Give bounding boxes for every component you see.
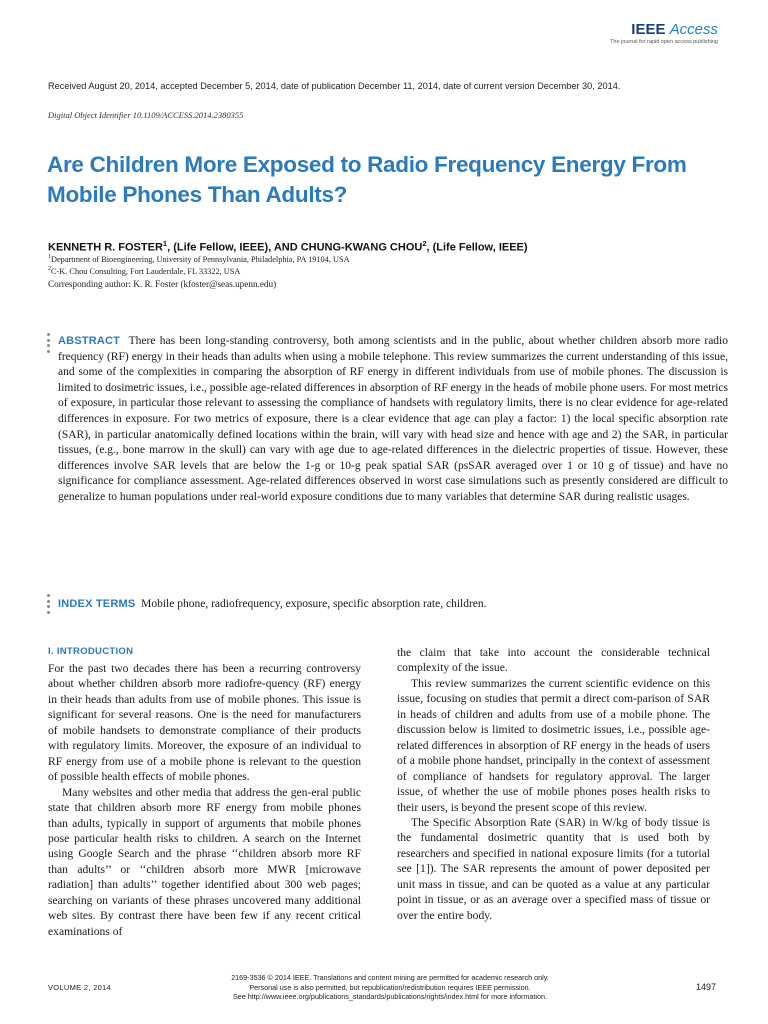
- journal-logo: [610, 22, 718, 45]
- affiliation-2-text: C-K. Chou Consulting, Fort Lauderdale, FL 33322, USA: [51, 266, 241, 276]
- footer-copyright: [180, 973, 600, 1002]
- logo-access: Access: [669, 21, 718, 38]
- affiliation-1-text: Department of Bioengineering, University of Pennsylvania, Philadelphia, PA 19104, USA: [51, 254, 350, 264]
- paragraph: the claim that take into account the considerable technical complexity of the issue.: [397, 646, 710, 675]
- affiliation-2-sup: 2: [48, 266, 51, 272]
- affiliation-2: [48, 264, 648, 277]
- author-2-sup: 2: [422, 239, 427, 248]
- corresponding-author: Corresponding author: K. R. Foster (kfoster@seas.upenn.edu): [48, 279, 277, 289]
- page-number: 1497: [695, 982, 716, 992]
- logo-tagline: The journal for rapid open access publishing: [610, 39, 718, 45]
- paragraph: For the past two decades there has been a recurring controversy about whether children absorb more radiofre-quency (RF) energy in their heads than adults from use of mobile phones. This issue is significant for several reasons. One is the need for manufacturers of mobile handsets to demonstrate compliance of their products with regulatory limits. Moreover, the exposure of an individual to RF energy from use of a mobile phone is relevant to the question of possible health effects of mobile phones.: [48, 662, 361, 784]
- footer-line-2: Personal use is also permitted, but republication/redistribution requires IEEE permission.: [249, 982, 531, 992]
- received-dates: Received August 20, 2014, accepted December 5, 2014, date of publication December 11, 2014, date of current version December 30, 2014.: [48, 81, 621, 91]
- paper-title: Are Children More Exposed to Radio Frequency Energy From Mobile Phones Than Adults?: [47, 152, 687, 207]
- index-terms-text: Mobile phone, radiofrequency, exposure, specific absorption rate, children.: [141, 598, 487, 610]
- author-2-role: , (Life Fellow, IEEE): [426, 241, 528, 254]
- abstract-text: There has been long-standing controversy, both among scientists and in the public, about whether children absorb more radio frequency (RF) energy in their heads than adults when using a mobile telephone. This review summarizes the current understanding of this issue, and some of the complexities in comparing the absorption of RF energy in different individuals from use of mobile phones. The discussion is limited to dosimetric issues, i.e., possible age-related differences in absorption of RF energy in the heads of mobile phone users. For most metrics of exposure, in particular those relevant to assessing the compliance of handsets with regulatory limits, there is no clear evidence for age-related differences in exposure. For two metrics of exposure, there is a clear evidence that age can play a factor: 1) the local specific absorption rate (SAR), in particular anatomically defined locations within the brain, will vary with head size and hence with age and 2) the SAR, in particular tissues, (e.g., bone marrow in the skull) can vary with age due to age-related differences in the dielectric properties of tissue. However, these differences involve SAR levels that are below the 1-g or 10-g peak spatial SAR (psSAR averaged over 1 or 10 g of tissue) and have no significance for compliance assessment. Age-related differences observed in worst case simulations such as presently considered are difficult to generalize to human populations under real-world exposure conditions due to many variables that determine SAR during realistic usages.: [58, 335, 729, 503]
- paragraph: The Specific Absorption Rate (SAR) in W/kg of body tissue is the fundamental dosimetric quantity that is used both by researchers and specified in national exposure limits (for a tutorial see [1]). The SAR represents the amount of power deposited per unit mass in tissue, and can be quoted as a value at any particular point in tissue, or as an average over a specified mass of tissue or over the entire body.: [397, 815, 710, 922]
- affiliation-1: [48, 252, 648, 265]
- footer-line-1: 2169-3536 © 2014 IEEE. Translations and content mining are permitted for academic research only.: [231, 973, 549, 982]
- logo-ieee: IEEE: [631, 21, 666, 38]
- body-column-right: [397, 645, 710, 923]
- author-1-sup: 1: [162, 239, 168, 248]
- abstract-dots-icon: [47, 333, 51, 355]
- footer-volume: VOLUME 2, 2014: [48, 983, 111, 992]
- doi: Digital Object Identifier 10.1109/ACCESS.2014.2380355: [48, 110, 244, 120]
- author-1-role: , (Life Fellow, IEEE), AND CHUNG-KWANG CHOU: [167, 241, 423, 254]
- index-terms-label: INDEX TERMS: [58, 598, 136, 610]
- section-heading-introduction: I. INTRODUCTION: [48, 646, 134, 657]
- affiliation-1-sup: 1: [48, 254, 51, 260]
- abstract-label: ABSTRACT: [58, 335, 121, 347]
- paragraph: Many websites and other media that address the gen-eral public state that children absorb more RF energy from mobile phones than adults, typically in support of arguments that mobile phones pose particular health risks to children. A search on the Internet using Google Search and the phrase ‘‘children absorb more RF than adults’’ or ‘‘children absorb more MWR [microwave radiation] than adults’’ together identified about 300 web pages; searching on variants of these phrases uncovered many additional web sites. By contrast there have been few if any recent critical examinations of: [48, 785, 361, 938]
- body-column-left: [48, 645, 361, 939]
- abstract: [58, 334, 728, 506]
- index-terms-dots-icon: [47, 594, 51, 616]
- paragraph: This review summarizes the current scientific evidence on this issue, focusing on studies that permit a direct com-parison of SAR in heads of children and adults from use of a mobile phone. The discussion below is limited to dosimetric issues, i.e., possible age-related differences in absorption of RF energy in the heads of users of a mobile phone handset, principally in the context of assessment of compliance of handsets for regulatory approval. The larger issue, of whether the use of mobile phones poses health risks to their users, is beyond the present scope of this review.: [397, 676, 710, 814]
- index-terms: [58, 597, 738, 612]
- author-1: KENNETH R. FOSTER: [48, 241, 163, 254]
- footer-line-3: See http://www.ieee.org/publications_standards/publications/rights/index.html for more information.: [232, 992, 548, 1001]
